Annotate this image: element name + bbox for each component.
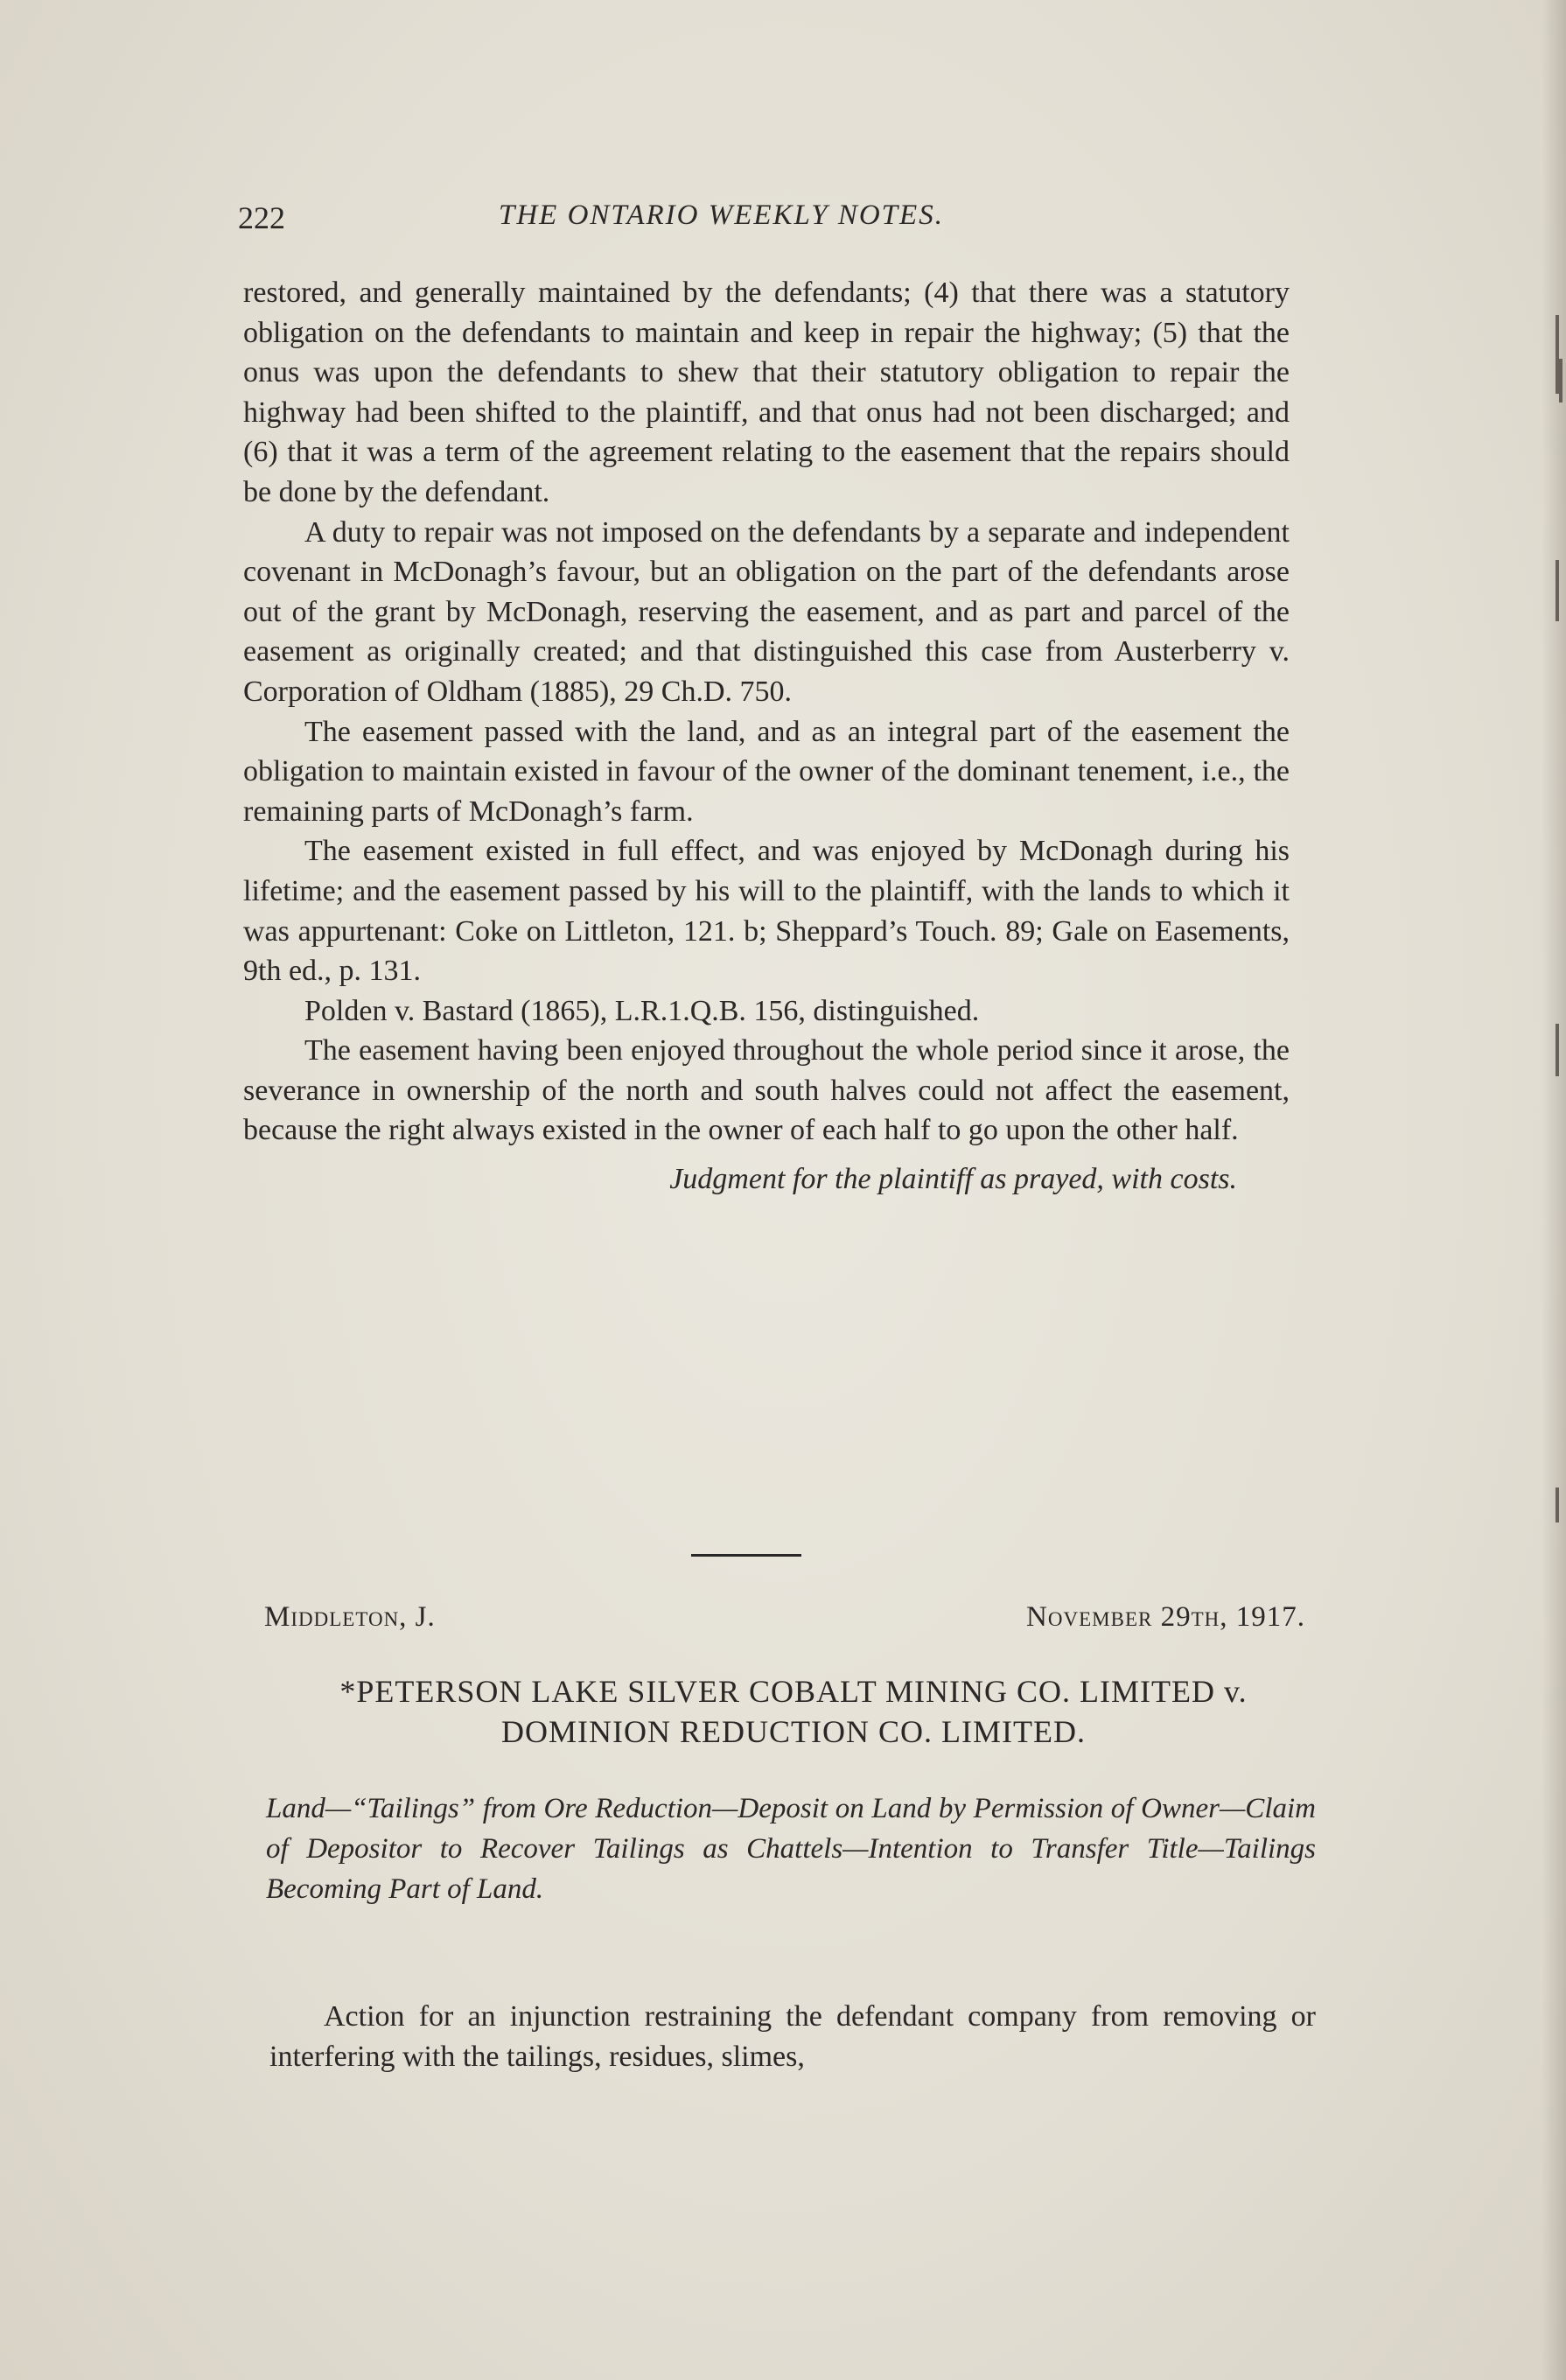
binding-mark bbox=[1556, 560, 1559, 621]
page-number: 222 bbox=[238, 200, 285, 235]
binding-mark bbox=[1556, 1024, 1559, 1076]
case-title: *PETERSON LAKE SILVER COBALT MINING CO. LIMITED v. DOMINION REDUCTION CO. LIMITED. bbox=[339, 1674, 1248, 1749]
running-head: THE ONTARIO WEEKLY NOTES. bbox=[499, 200, 944, 231]
judge-name: Middleton, J. bbox=[264, 1601, 436, 1633]
page-header bbox=[238, 200, 1319, 243]
binding-mark bbox=[1556, 1488, 1559, 1522]
binding-mark bbox=[1559, 359, 1563, 402]
paragraph: restored, and generally maintained by the defendants; (4) that there was a statutory obligation on the defendants to maintain and keep in repair the highway; (5) that the onus was upon the defendants to shew that their statutory obligation to repair the highway had been shifted to the plaintiff, and that onus had not been discharged; and (6) that it was a term of the agreement relating to the easement that the repairs should be done by the defendant. bbox=[243, 276, 1290, 508]
judgment-line: Judgment for the plaintiff as prayed, with costs. bbox=[669, 1163, 1237, 1196]
section-divider bbox=[691, 1554, 801, 1557]
case-date: November 29th, 1917. bbox=[1026, 1601, 1305, 1633]
headnote: Land—“Tailings” from Ore Reduction—Deposit on Land by Permission of Owner—Claim of Depositor to Recover Tailings as Chattels—Intention to Transfer Title—Tailings Becoming Part of Land. bbox=[266, 1793, 1316, 1905]
paragraph: Polden v. Bastard (1865), L.R.1.Q.B. 156, distinguished. bbox=[304, 994, 980, 1027]
case-judge-date-line bbox=[264, 1601, 1305, 1642]
page-edge-shadow bbox=[1542, 0, 1566, 2380]
action-paragraph: Action for an injunction restraining the defendant company from removing or interfering with the tailings, residues, slimes, bbox=[269, 2000, 1316, 2073]
paragraph: The easement passed with the land, and as an integral part of the easement the obligation to maintain existed in favour of the owner of the dominant tenement, i.e., the remaining parts of McDonagh’s farm. bbox=[243, 715, 1290, 828]
paragraph: The easement having been enjoyed throughout the whole period since it arose, the severance in ownership of the north and south halves could not affect the easement, because the right always existed in the owner of each half to go upon the other half. bbox=[243, 1034, 1290, 1147]
paragraph: The easement existed in full effect, and was enjoyed by McDonagh during his lifetime; and the easement passed by his will to the plaintiff, with the lands to which it was appurtenant: Coke on Littleton, 121. b; Sheppard’s Touch. 89; Gale on Easements, 9th ed., p. 131. bbox=[243, 835, 1290, 988]
paragraph: A duty to repair was not imposed on the defendants by a separate and independent covenant in McDonagh’s favour, but an obligation on the part of the defendants arose out of the grant by McDonagh, reserving the easement, and as part and parcel of the easement as originally created; and that distinguished this case from Austerberry v. Corporation of Oldham (1885), 29 Ch.D. 750. bbox=[243, 515, 1290, 708]
body-text bbox=[243, 273, 1290, 1200]
